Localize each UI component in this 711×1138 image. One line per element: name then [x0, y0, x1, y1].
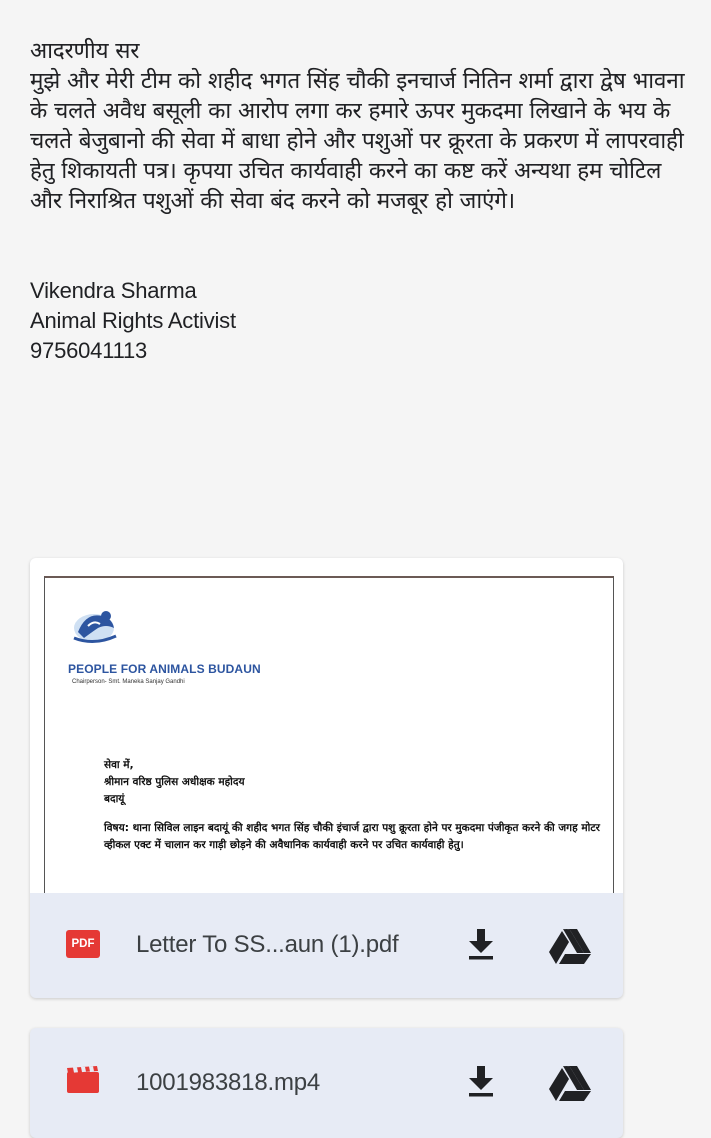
attachment-file-row[interactable] [30, 1028, 623, 1133]
email-message-body [30, 36, 690, 366]
organization-name: PEOPLE FOR ANIMALS BUDAUN [68, 662, 261, 676]
download-icon[interactable] [466, 927, 496, 961]
attachment-file-name[interactable]: Letter To SS...aun (1).pdf [136, 931, 399, 958]
download-icon[interactable] [466, 1064, 496, 1098]
salutation: आदरणीय सर [30, 38, 140, 64]
message-text: मुझे और मेरी टीम को शहीद भगत सिंह चौकी इनचार्ज नितिन शर्मा द्वारा द्वेष भावना के चलते अवैध बसूली का आरोप लगा कर हमारे ऊपर मुकदमा लिखाने के भय के चलते बेजुबानो की सेवा में बाधा होने और पशुओं पर क्रूरता के प्रकरण में लापरवाही हेतु शिकायती पत्र। कृपया उचित कार्यवाही करने का कष्ट करें अन्यथा हम चोटिल और निराश्रित पशुओं की सेवा बंद करने को मजबूर हो जाएंगे। [30, 68, 685, 214]
addressee-line: श्रीमान वरिष्ठ पुलिस अधीक्षक महोदय [104, 776, 245, 788]
pdf-file-icon: PDF [66, 930, 100, 958]
signature-phone: 9756041113 [30, 338, 148, 363]
attachment-file-name[interactable]: 1001983818.mp4 [136, 1069, 321, 1096]
addressee-line: बदायूं [104, 793, 125, 805]
attachment-card-video[interactable] [30, 1028, 623, 1138]
attachment-file-row[interactable] [30, 893, 623, 998]
addressee-line: सेवा में, [104, 759, 134, 771]
google-drive-icon[interactable] [548, 927, 592, 965]
video-file-icon [66, 1066, 100, 1094]
signature-title: Animal Rights Activist [30, 308, 236, 333]
signature-name: Vikendra Sharma [30, 278, 197, 303]
subject-line: विषय: थाना सिविल लाइन बदायूं की शहीद भगत सिंह चौकी इंचार्ज द्वारा पशु क्रूरता होने पर मुकदमा पंजीकृत करने की जगह मोटर व्हीकल एक्ट में चालान कर गाड़ी छोड़ने की अवैधानिक कार्यवाही करने पर उचित कार्यवाही हेतु। [104, 822, 600, 851]
google-drive-icon[interactable] [548, 1064, 592, 1102]
organization-subtitle: Chairperson- Smt. Maneka Sanjay Gandhi [72, 679, 185, 685]
organization-logo-icon [64, 602, 124, 648]
pdf-preview-thumbnail[interactable] [30, 558, 623, 893]
document-text [104, 757, 604, 854]
attachment-card-pdf[interactable] [30, 558, 623, 998]
